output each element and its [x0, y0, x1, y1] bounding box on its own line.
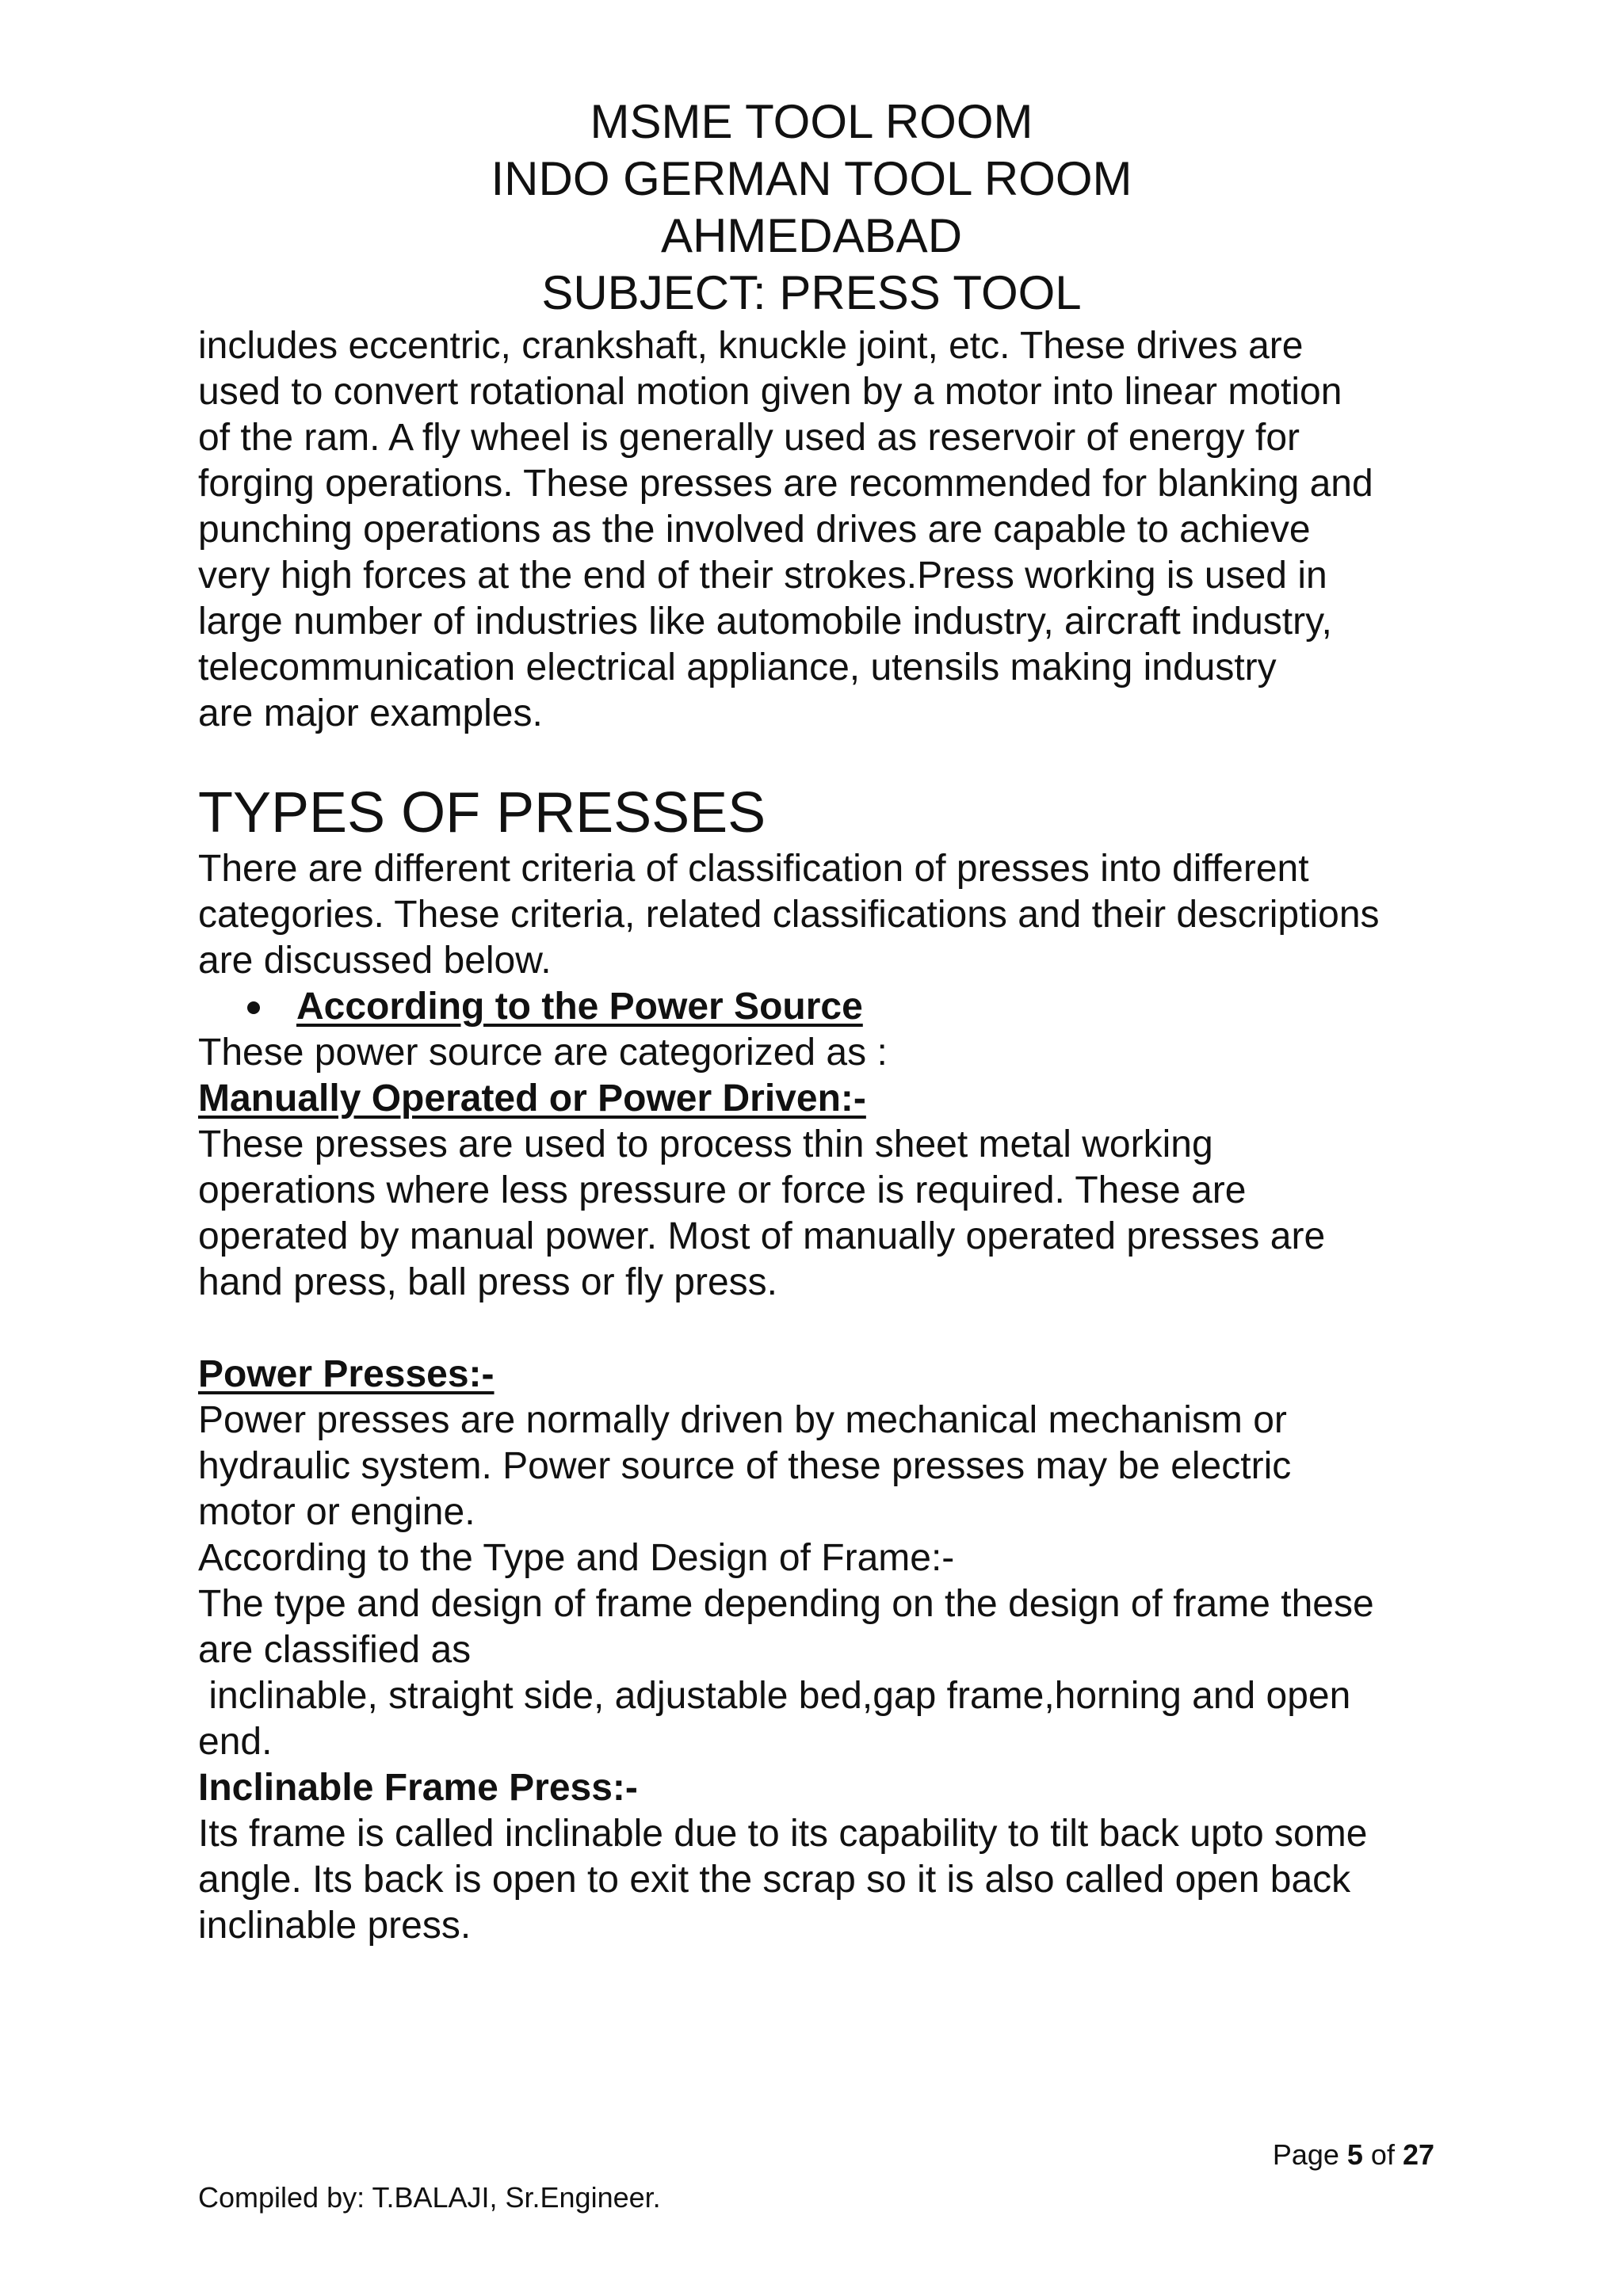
paragraph-line: are discussed below.: [198, 940, 552, 982]
paragraph-line: The type and design of frame depending on the design of frame these: [198, 1583, 1374, 1625]
paragraph-line: very high forces at the end of their strokes.Press working is used in: [198, 555, 1327, 597]
inclinable-paragraph: [198, 1811, 1450, 1949]
bullet-icon: [247, 1001, 260, 1014]
intro-paragraph: [198, 323, 1450, 737]
paragraph-line: used to convert rotational motion given by a motor into linear motion: [198, 371, 1342, 413]
page-of: of: [1362, 2138, 1403, 2171]
bullet-item-power-source: [198, 984, 1450, 1030]
manual-paragraph: [198, 1122, 1450, 1306]
subheading-inclinable-frame-press: Inclinable Frame Press:-: [198, 1767, 638, 1809]
paragraph-line: hand press, ball press or fly press.: [198, 1261, 777, 1303]
section-heading-types-of-presses: TYPES OF PRESSES: [198, 781, 766, 845]
types-paragraph: [198, 846, 1450, 984]
paragraph-line: Its frame is called inclinable due to its capability to tilt back upto some: [198, 1813, 1368, 1855]
header-line-msme: MSME TOOL ROOM: [590, 95, 1033, 148]
paragraph-line: end.: [198, 1721, 273, 1763]
header-line-subject: SUBJECT: PRESS TOOL: [541, 266, 1082, 319]
paragraph-line: operations where less pressure or force is required. These are: [198, 1169, 1247, 1211]
paragraph-line: are classified as: [198, 1629, 472, 1671]
paragraph-line: punching operations as the involved drives are capable to achieve: [198, 509, 1311, 551]
header-line-city: AHMEDABAD: [660, 209, 963, 262]
paragraph-line: Power presses are normally driven by mechanical mechanism or: [198, 1399, 1287, 1441]
page-prefix: Page: [1272, 2138, 1347, 2171]
power-source-intro: These power source are categorized as :: [198, 1032, 888, 1074]
spacer: [198, 1306, 1450, 1352]
paragraph-line: There are different criteria of classification of presses into different: [198, 848, 1309, 890]
paragraph-line: hydraulic system. Power source of these presses may be electric: [198, 1445, 1292, 1487]
paragraph-line: are major examples.: [198, 692, 543, 734]
page-number: [1273, 2138, 1434, 2172]
bullet-label: According to the Power Source: [296, 986, 863, 1028]
power-paragraph: [198, 1398, 1450, 1765]
document-body: [198, 323, 1450, 1949]
page-current: 5: [1346, 2138, 1363, 2171]
paragraph-line: inclinable, straight side, adjustable bed,gap frame,horning and open: [198, 1675, 1351, 1717]
paragraph-line: These presses are used to process thin sheet metal working: [198, 1123, 1213, 1165]
paragraph-line: inclinable press.: [198, 1905, 472, 1947]
page-total: 27: [1402, 2138, 1434, 2171]
paragraph-line: motor or engine.: [198, 1491, 475, 1533]
subheading-manually-operated: Manually Operated or Power Driven:-: [198, 1077, 866, 1119]
paragraph-line: operated by manual power. Most of manually operated presses are: [198, 1215, 1326, 1257]
compiled-by: Compiled by: T.BALAJI, Sr.Engineer.: [198, 2181, 661, 2214]
paragraph-line: of the ram. A fly wheel is generally used as reservoir of energy for: [198, 417, 1300, 459]
spacer: [198, 737, 1450, 780]
subheading-power-presses: Power Presses:-: [198, 1353, 495, 1395]
header-line-indo-german: INDO GERMAN TOOL ROOM: [491, 152, 1132, 205]
paragraph-line: According to the Type and Design of Frame:-: [198, 1537, 955, 1579]
paragraph-line: categories. These criteria, related classifications and their descriptions: [198, 894, 1380, 936]
document-header: [0, 93, 1623, 322]
paragraph-line: forging operations. These presses are recommended for blanking and: [198, 463, 1373, 505]
paragraph-line: telecommunication electrical appliance, utensils making industry: [198, 646, 1277, 688]
paragraph-line: large number of industries like automobile industry, aircraft industry,: [198, 601, 1332, 643]
paragraph-line: includes eccentric, crankshaft, knuckle joint, etc. These drives are: [198, 325, 1304, 367]
paragraph-line: angle. Its back is open to exit the scrap so it is also called open back: [198, 1859, 1351, 1901]
